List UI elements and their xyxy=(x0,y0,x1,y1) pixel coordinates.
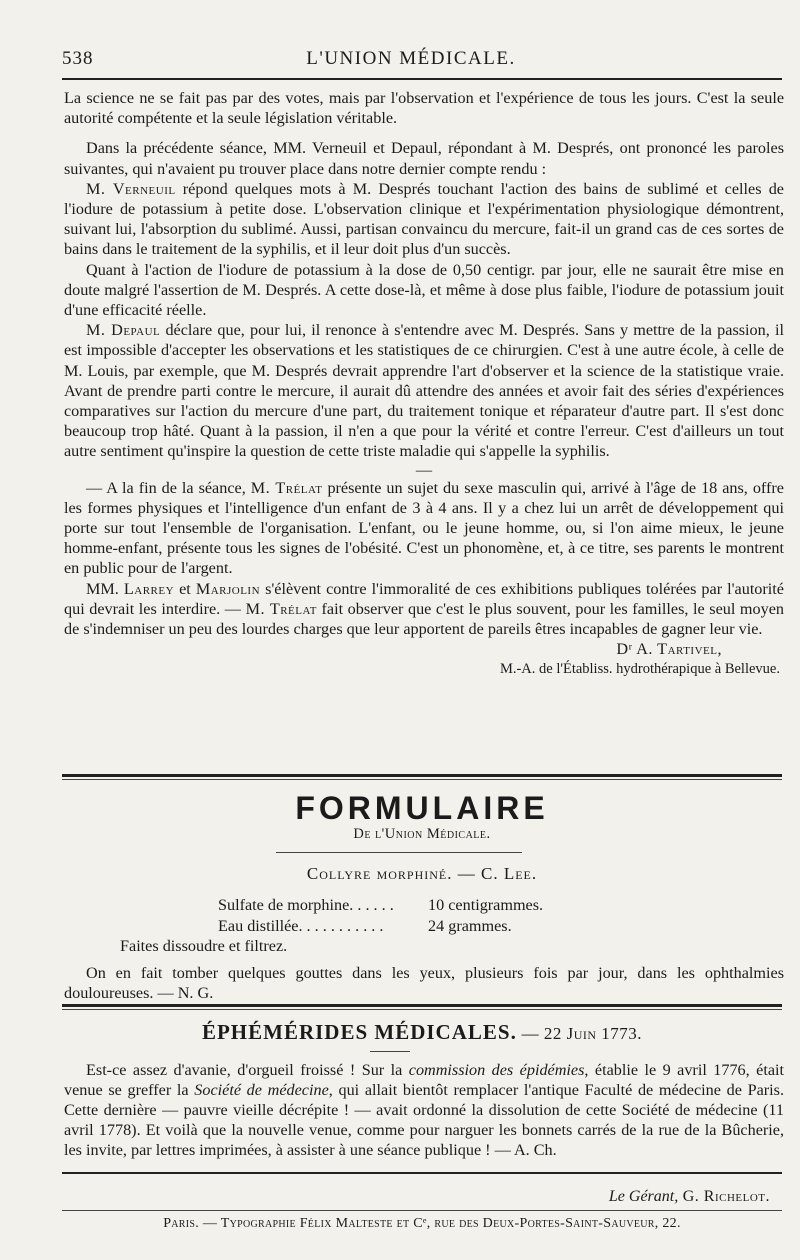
formulaire-subrule xyxy=(276,852,522,853)
footer-rule xyxy=(62,1172,782,1174)
paragraph-7: MM. Larrey et Marjolin s'élèvent contre l'immoralité de ces exhibitions publiques tolérées par l'autorité qui devrait les interdire. — M. Trélat fait observer que c'est le plus souvent, pour les familles, le seul moyen de s'indemniser un peu des lourdes charges que leur apportent de pareils êtres incapables de gagner leur vie. xyxy=(64,579,784,639)
ephemerides-subrule xyxy=(370,1051,410,1052)
paragraph-5: M. Depaul déclare que, pour lui, il renonce à s'entendre avec M. Després. Sans y mettre de la passion, il est impossible d'accepter les observations et les statistiques de ce chirurgien. C'est à une autre école, à celle de M. Louis, par exemple, que M. Després devrait apprendre l'art d'observer et la science de la statistique vraie. Avant de prendre parti contre le mercure, il aurait dû attendre des années et avoir fait des séries d'expériences comparatives sur l'action du mercure d'une part, du traitement tonique et réparateur d'autre part. Il s'est donc beaucoup trop hâté. Quant à la passion, il n'en a que pour la vérité et contre l'erreur. C'est d'ailleurs un tout autre sentiment qu'inspire la question de cette triste maladie qui s'appelle la syphilis. xyxy=(64,321,784,461)
recipe xyxy=(64,895,784,1004)
ephemerides-date: — 22 Juin 1773. xyxy=(516,1024,643,1043)
page-number: 538 xyxy=(62,48,94,69)
ingredient-row xyxy=(64,916,784,937)
speaker-verneuil: M. Verneuil xyxy=(86,179,176,198)
ephemerides-paragraph: Est-ce assez d'avanie, d'orgueil froissé ! Sur la commission des épidémies, établie le 9 avril 1776, était venue se greffer la Société de médecine, qui allait bientôt remplacer l'antique Faculté de médecine de Paris. Cette dernière — pauvre vieille décrépite ! — avait ordonné la dissolution de cette Société de médecine (11 avril 1778). Et voilà que la nouvelle venue, comme pour narguer les bonnets carrés de la rue de la Bûcherie, les invite, par lettres imprimées, à assister à une séance publique ! — A. Ch. xyxy=(64,1061,784,1159)
formulaire-subtitle: De l'Union Médicale. xyxy=(353,826,491,842)
speaker-depaul: M. Depaul xyxy=(86,321,161,340)
section-divider: — xyxy=(415,460,433,479)
speaker-trelat-2: M. Trélat xyxy=(245,599,317,618)
formulaire-title: FORMULAIRE xyxy=(295,790,549,826)
author-title: M.-A. de l'Établiss. hydrothérapique à Bellevue. xyxy=(499,661,780,678)
paragraph-3: M. Verneuil répond quelques mots à M. Després touchant l'action des bains de sublimé et celles de l'iodure de potassium à petite dose. L'observation clinique et l'expérimentation physiologique démontrent, suivant lui, l'absorption du sublimé. Aussi, partisan convaincu du mercure, fait-il un grand cas de ces sortes de bains dans le traitement de la syphilis, et il leur doit plus d'un succès. xyxy=(64,179,784,259)
paragraph-4: Quant à l'action de l'iodure de potassium à la dose de 0,50 centigr. par jour, elle ne saurait être mise en doute malgré l'assertion de M. Després. A cette dose-là, et même à dose plus faible, l'iodure de potassium jouit d'une efficacité réelle. xyxy=(64,260,784,320)
printer-imprint: Paris. — Typographie Félix Malteste et Cᵉ, rue des Deux-Portes-Saint-Sauveur, 22. xyxy=(163,1216,681,1231)
paragraph-1: La science ne se fait pas par des votes, mais par l'observation et l'expérience de tous les jours. C'est la seule autorité compétente et la seule législation véritable. xyxy=(64,89,784,128)
ephemerides-title: ÉPHÉMÉRIDES MÉDICALES. — 22 Juin 1773. xyxy=(201,1020,643,1044)
ingredient-row xyxy=(64,895,784,916)
imprint-rule xyxy=(62,1210,782,1211)
running-title: L'UNION MÉDICALE. xyxy=(306,48,516,69)
ingredient-name: Sulfate de morphine. . . . . . xyxy=(218,896,394,914)
page-header xyxy=(62,44,760,76)
section-rule-mid xyxy=(62,1004,782,1007)
recipe-instruction: Faites dissoudre et filtrez. xyxy=(120,937,288,955)
gerant-line: Le Gérant, G. Richelot. xyxy=(608,1188,770,1205)
paragraph-2: Dans la précédente séance, MM. Verneuil et Depaul, répondant à M. Després, ont prononcé les paroles suivantes, qui n'avaient pu trouver place dans notre dernier compte rendu : xyxy=(64,139,784,178)
author-signature: Dʳ A. Tartivel, xyxy=(616,640,722,659)
ingredient-name: Eau distillée. . . . . . . . . . . xyxy=(218,916,384,935)
section-rule-mid-thin xyxy=(62,1009,782,1010)
speaker-trelat: M. Trélat xyxy=(250,478,323,497)
speaker-larrey: Larrey xyxy=(123,579,175,598)
section-rule-top-thin xyxy=(62,779,782,780)
ingredient-qty: 10 centigrammes. xyxy=(428,896,544,914)
section-rule-top xyxy=(62,774,782,777)
ingredient-qty: 24 grammes. xyxy=(428,916,512,935)
header-rule xyxy=(62,78,782,80)
article-body xyxy=(64,88,784,680)
paragraph-6: — A la fin de la séance, M. Trélat présente un sujet du sexe masculin qui, arrivé à l'âge de 18 ans, offre les formes physiques et l'intelligence d'un enfant de 3 à 4 ans. Il y a chez lui un arrêt de développement qui porte sur tout l'ensemble de l'organisation. L'enfant, ou le jeune homme, ou, si l'on aime mieux, le jeune homme-enfant, présente tous les signes de l'obésité. C'est un phonomène, et, à ce titre, ses parents le montrent en public pour de l'argent. xyxy=(64,478,784,578)
speaker-marjolin: Marjolin xyxy=(195,579,261,598)
recipe-note: On en fait tomber quelques gouttes dans les yeux, plusieurs fois par jour, dans les ophthalmies douloureuses. — N. G. xyxy=(64,963,784,1002)
recipe-title: Collyre morphiné. — C. Lee. xyxy=(306,864,538,883)
ephemerides-body xyxy=(64,1060,784,1160)
